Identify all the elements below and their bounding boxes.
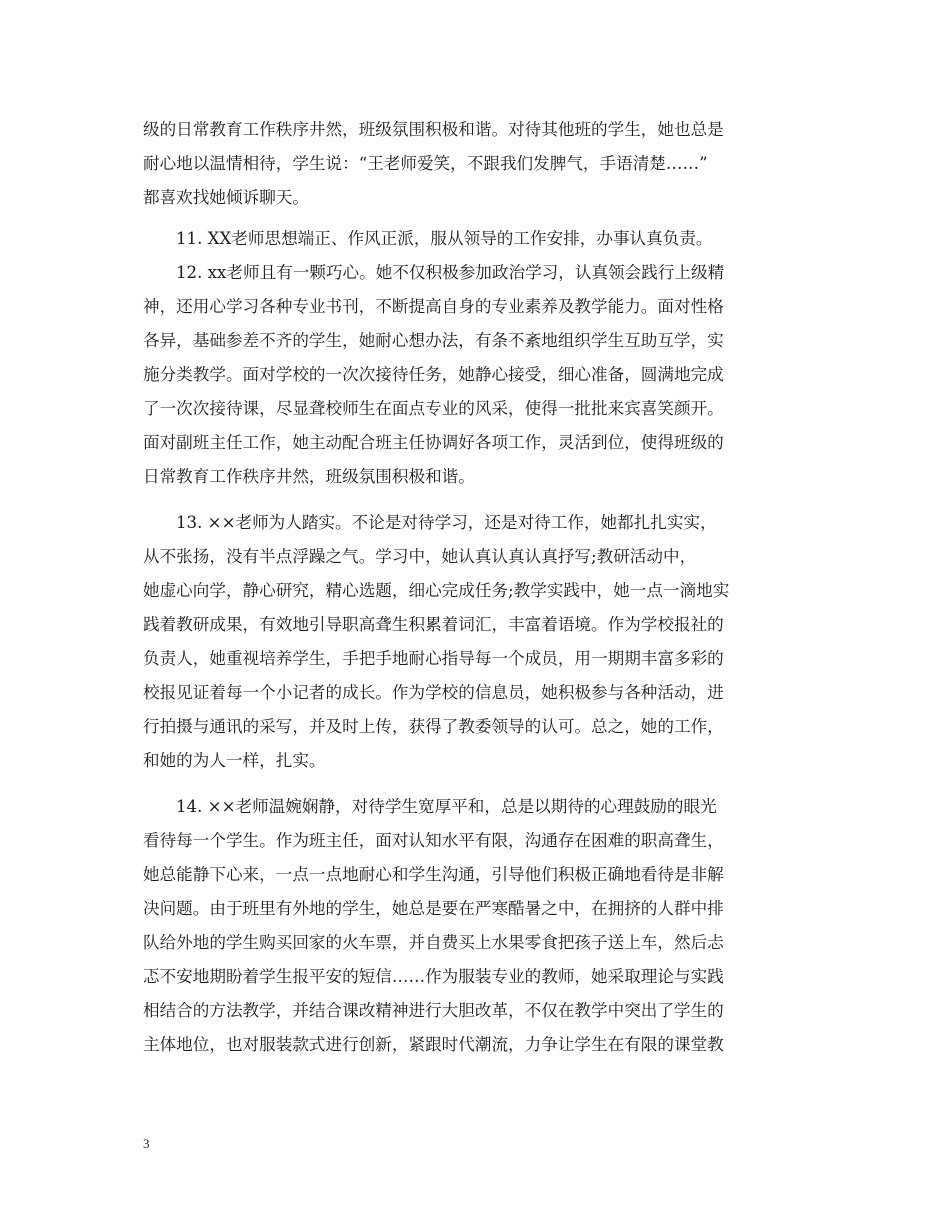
paragraph-11-line: 11. XX老师思想端正、作风正派，服从领导的工作安排，办事认真负责。 <box>176 229 713 248</box>
text-line: 耐心地以温情相待，学生说：“王老师爱笑，不跟我们发脾气，手语清楚……” <box>143 154 708 173</box>
text-line: 队给外地的学生购买回家的火车票，并自费买上水果零食把孩子送上车，然后忐 <box>143 933 724 952</box>
text-line: 负责人，她重视培养学生，手把手地耐心指导每一个成员，用一期期丰富多彩的 <box>143 649 724 668</box>
paragraph-14-line: 14. ××老师温婉娴静，对待学生宽厚平和，总是以期待的心理鼓励的眼光 <box>176 797 717 816</box>
text-line: 践着教研成果，有效地引导职高聋生积累着词汇，丰富着语境。作为学校报社的 <box>143 615 724 634</box>
text-line: 忑不安地期盼着学生报平安的短信……作为服装专业的教师，她采取理论与实践 <box>143 967 724 986</box>
text-line: 主体地位，也对服装款式进行创新，紧跟时代潮流，力争让学生在有限的课堂教 <box>143 1035 724 1054</box>
text-line: 日常教育工作秩序井然，班级氛围积极和谐。 <box>143 467 475 486</box>
text-line: 和她的为人一样，扎实。 <box>143 751 326 770</box>
text-line: 了一次次接待课，尽显聋校师生在面点专业的风采，使得一批批来宾喜笑颜开。 <box>143 399 724 418</box>
text-line: 从不张扬，没有半点浮躁之气。学习中，她认真认真认真抒写;教研活动中， <box>143 547 697 566</box>
text-line: 面对副班主任工作，她主动配合班主任协调好各项工作，灵活到位，使得班级的 <box>143 433 724 452</box>
paragraph-12-line: 12. xx老师且有一颗巧心。她不仅积极参加政治学习，认真领会践行上级精 <box>176 263 725 282</box>
paragraph-13-line: 13. ××老师为人踏实。不论是对待学习，还是对待工作，她都扎扎实实， <box>176 513 717 532</box>
text-line: 都喜欢找她倾诉聊天。 <box>143 188 309 207</box>
text-line: 各异，基础参差不齐的学生，她耐心想办法，有条不紊地组织学生互助互学，实 <box>143 331 724 350</box>
text-line: 决问题。由于班里有外地的学生，她总是要在严寒酷暑之中，在拥挤的人群中排 <box>143 899 724 918</box>
text-line: 她总能静下心来，一点一点地耐心和学生沟通，引导他们积极正确地看待是非解 <box>143 865 724 884</box>
text-line: 级的日常教育工作秩序井然，班级氛围积极和谐。对待其他班的学生，她也总是 <box>143 120 724 139</box>
text-line: 校报见证着每一个小记者的成长。作为学校的信息员，她积极参与各种活动，进 <box>143 683 724 702</box>
text-line: 神，还用心学习各种专业书刊，不断提高自身的专业素养及教学能力。面对性格 <box>143 297 724 316</box>
text-line: 行拍摄与通讯的采写，并及时上传，获得了教委领导的认可。总之，她的工作， <box>143 717 724 736</box>
page-number: 3 <box>143 1136 150 1151</box>
text-line: 看待每一个学生。作为班主任，面对认知水平有限，沟通存在困难的职高聋生， <box>143 831 724 850</box>
text-line: 施分类教学。面对学校的一次次接待任务，她静心接受，细心准备，圆满地完成 <box>143 365 724 384</box>
text-line: 相结合的方法教学，并结合课改精神进行大胆改革，不仅在教学中突出了学生的 <box>143 1001 724 1020</box>
text-line: 她虚心向学，静心研究，精心选题，细心完成任务;教学实践中，她一点一滴地实 <box>143 581 730 600</box>
